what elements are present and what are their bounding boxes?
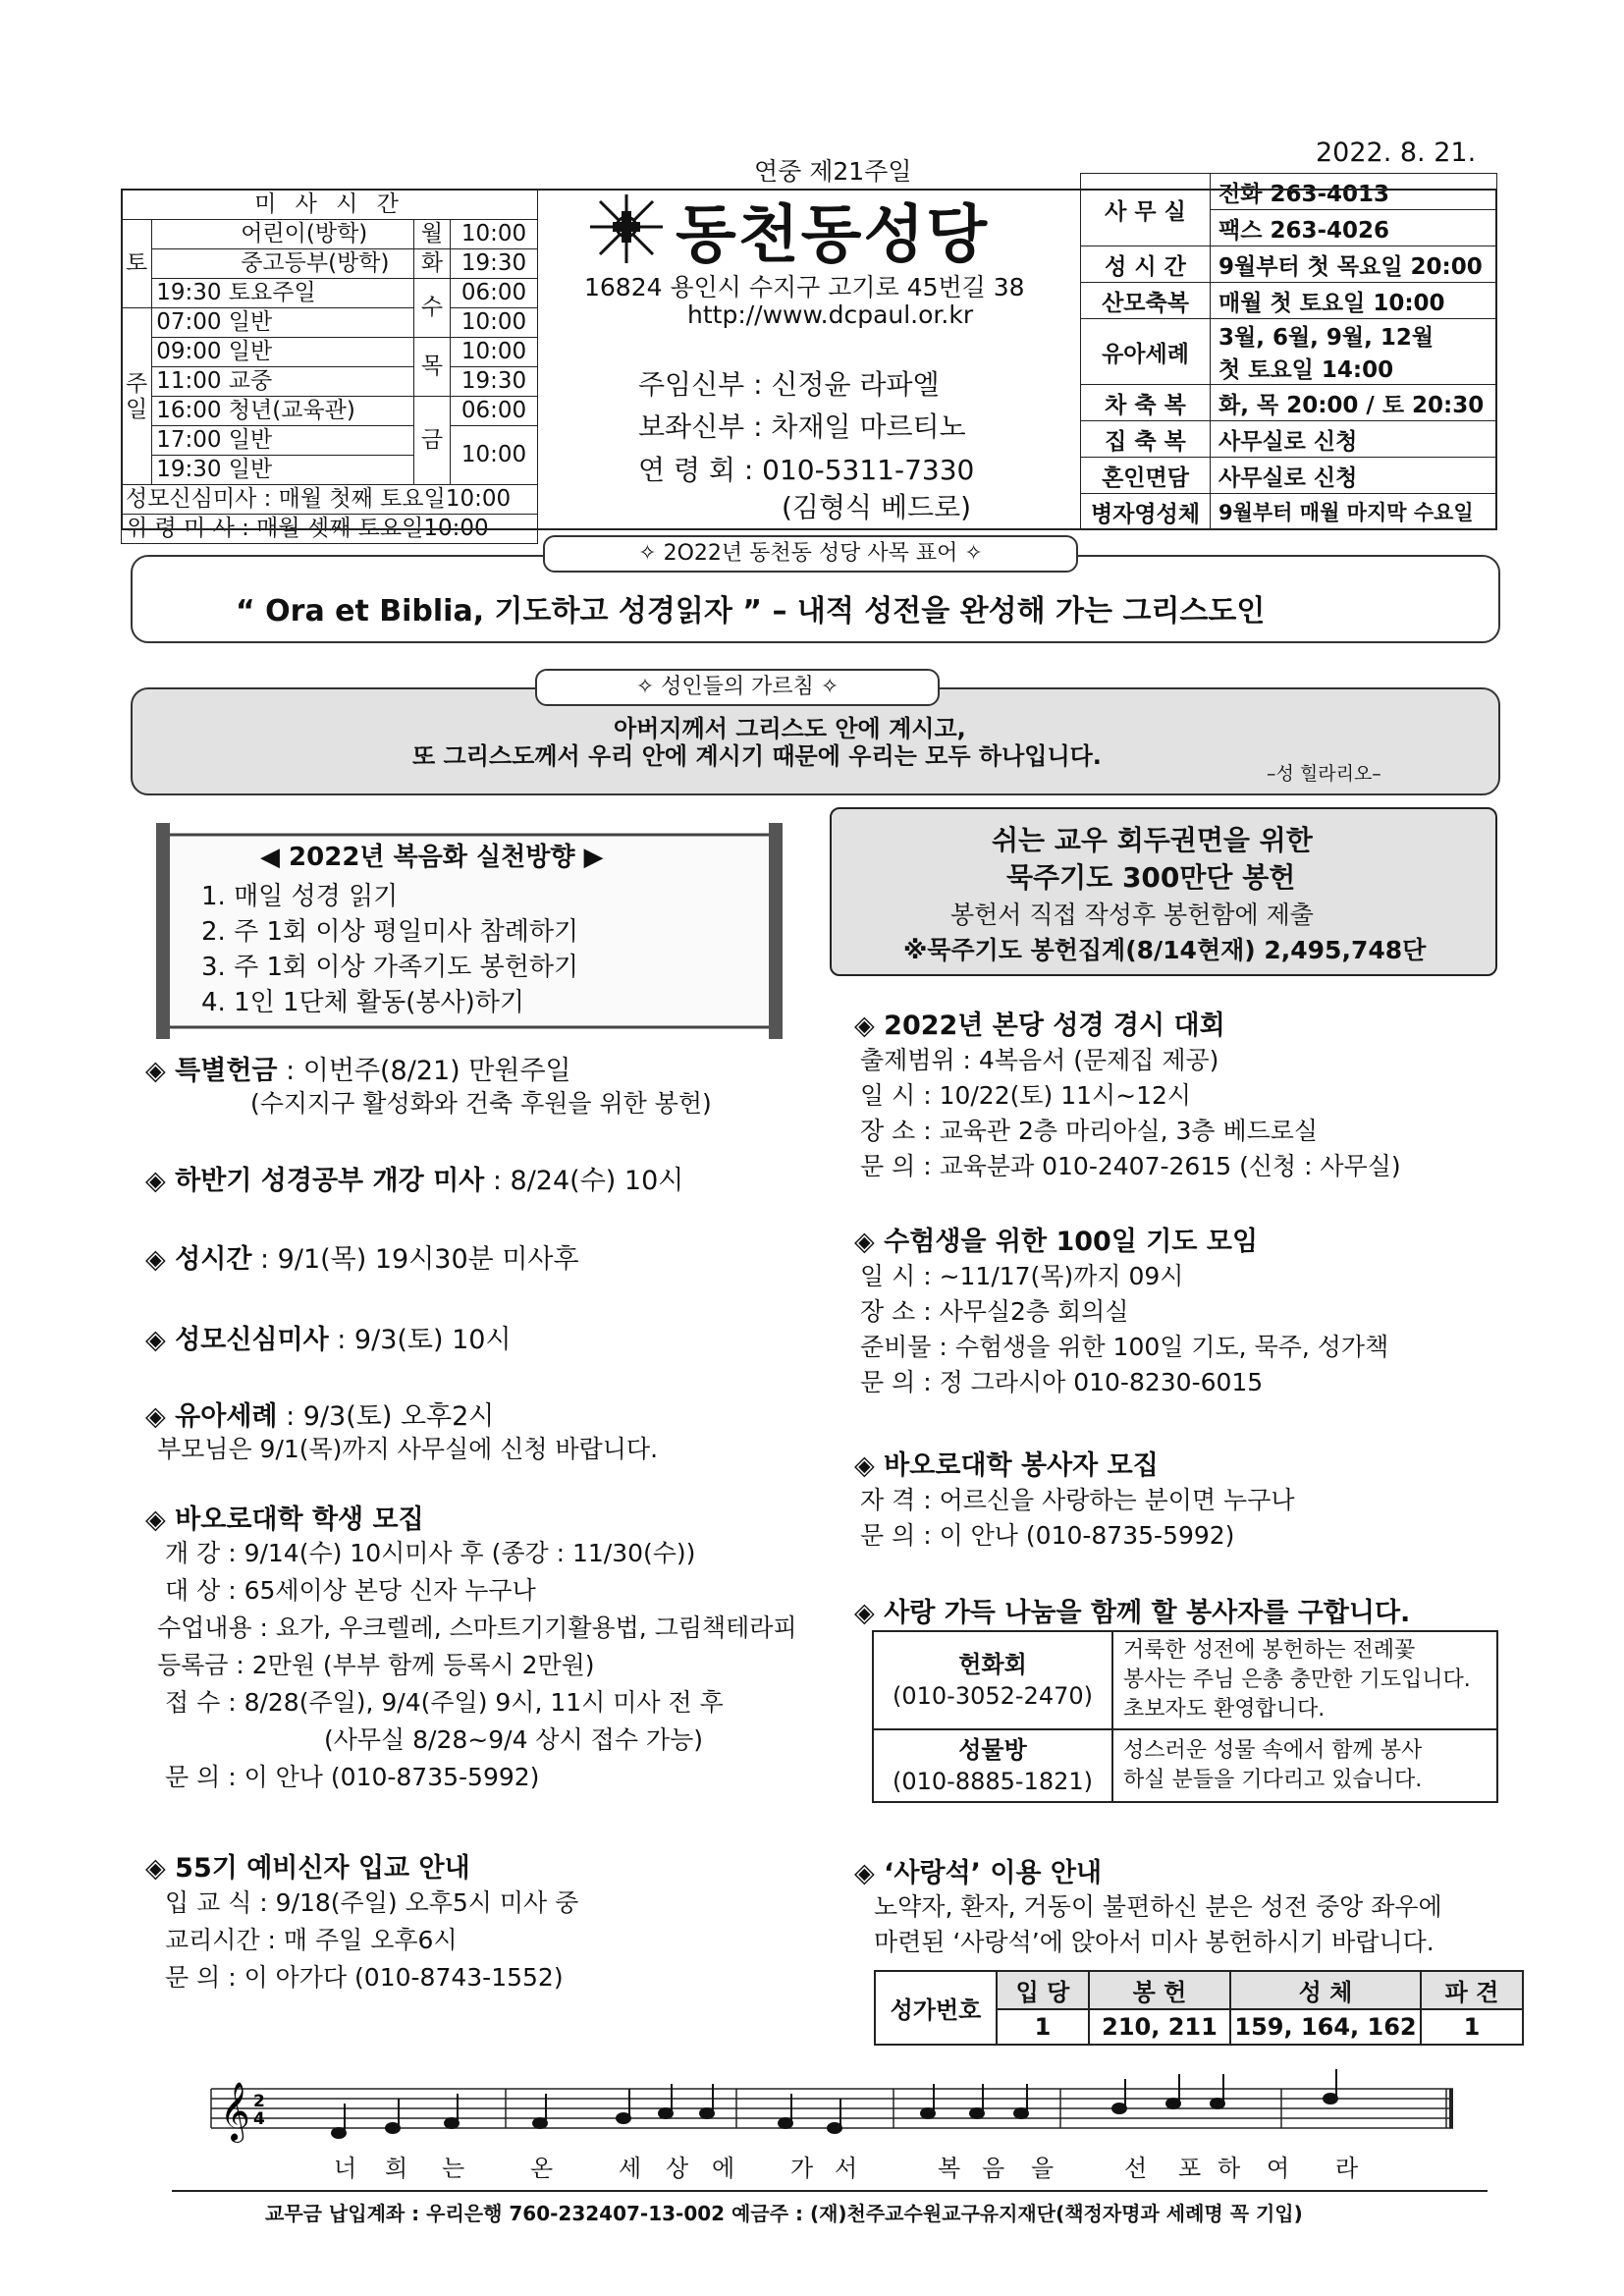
- hymn-header: 입 당: [997, 1971, 1089, 2009]
- paul-univ-line: 개 강 : 9/14(수) 10시미사 후 (종강 : 11/30(수)): [165, 1539, 696, 1567]
- music-note: [1014, 2108, 1028, 2118]
- parish-name: 동천동성당: [676, 199, 990, 272]
- exam-prayer-line: 문 의 : 정 그라시아 010-8230-6015: [860, 1368, 1264, 1396]
- volunteer-desc-line: 하실 분들을 기다리고 있습니다.: [1123, 1768, 1423, 1792]
- bible-contest-line: 장 소 : 교육관 2층 마리아실, 3층 베드로실: [860, 1117, 1319, 1145]
- catechumen-line: 입 교 식 : 9/18(주일) 오후5시 미사 중: [165, 1888, 579, 1917]
- weekday-label: 월: [414, 220, 451, 249]
- parish-address: 16824 용인시 수지구 고기로 45번길 38: [584, 273, 1025, 301]
- hymn-header: 봉 헌: [1089, 1971, 1230, 2009]
- notice-holy-hour: [145, 1237, 579, 1276]
- lyric-syllable: 라: [1335, 2155, 1359, 2182]
- council-phone: 연 령 회 : 010-5311-7330: [638, 454, 975, 486]
- mass-time: 19:30: [451, 367, 538, 397]
- paul-univ-line: (사무실 8/28~9/4 상시 접수 가능): [324, 1725, 703, 1754]
- mass-schedule-title: 미 사 시 간: [122, 191, 538, 220]
- love-seat-title: ◈ ‘사랑석’ 이용 안내: [854, 1858, 1103, 1888]
- music-staff: [206, 2067, 1458, 2151]
- scroll-item: 3. 주 1회 이상 가족기도 봉헌하기: [201, 953, 579, 982]
- liturgy-title: 연중 제21주일: [754, 157, 912, 186]
- volunteer-desc-line: 거룩한 성전에 봉헌하는 전례꽃: [1123, 1638, 1416, 1663]
- catechumen-line: 교리시간 : 매 주일 오후6시: [165, 1926, 458, 1954]
- volunteer-desc-line: 봉사는 주님 은총 충만한 기도입니다.: [1123, 1667, 1471, 1692]
- scroll-item: 1. 매일 성경 읽기: [201, 882, 399, 911]
- office-value: 화, 목 20:00 / 토 20:30: [1211, 385, 1497, 421]
- notice-special-offering: [145, 1049, 571, 1087]
- office-label: 성 시 간: [1081, 246, 1211, 283]
- footer-rule: [172, 2190, 1488, 2192]
- music-note: [1166, 2099, 1180, 2108]
- office-label: 집 축 복: [1081, 421, 1211, 458]
- paul-univ-line: 수업내용 : 요가, 우크렐레, 스마트기기활용법, 그림책테라피: [157, 1613, 797, 1642]
- mass-row: 17:00 일반: [152, 426, 414, 456]
- paul-univ-line: 등록금 : 2만원 (부부 함께 등록시 2만원): [157, 1651, 595, 1679]
- notice-title: ◈ 특별헌금: [145, 1056, 278, 1086]
- catechumen-line: 문 의 : 이 아가다 (010-8743-1552): [165, 1963, 564, 1992]
- lyric-syllable: 여: [1267, 2155, 1290, 2182]
- mass-time: 06:00: [451, 397, 538, 426]
- office-label: 유아세례: [1081, 319, 1211, 385]
- lyric-syllable: 상: [666, 2155, 689, 2182]
- hymn-number: 210, 211: [1089, 2009, 1230, 2045]
- saturday-label: 토: [122, 220, 152, 308]
- bible-contest-line: 문 의 : 교육분과 010-2407-2615 (신청 : 사무실): [860, 1152, 1401, 1180]
- lyric-syllable: 음: [982, 2155, 1005, 2182]
- volunteer-group-name: 성물방: [958, 1736, 1027, 1764]
- office-label: 차 축 복: [1081, 385, 1211, 421]
- mass-row: 19:30 토요주일: [152, 279, 414, 308]
- notice-title: ◈ 하반기 성경공부 개강 미사: [145, 1166, 485, 1196]
- lyric-syllable: 희: [385, 2155, 408, 2182]
- notice-detail: : 9/1(목) 19시30분 미사후: [251, 1244, 579, 1275]
- saints-line-1: 아버지께서 그리스도 안에 계시고,: [614, 715, 966, 742]
- rosary-line-2: 묵주기도 300만단 봉헌: [1006, 861, 1296, 894]
- council-contact: (김형식 베드로): [782, 491, 972, 523]
- music-note: [779, 2118, 792, 2128]
- mass-row: 11:00 교중: [152, 367, 414, 397]
- lyric-syllable: 너: [334, 2155, 357, 2182]
- weekday-label: 수: [414, 279, 451, 338]
- music-note: [445, 2118, 459, 2128]
- paul-univ-title: ◈ 바오로대학 학생 모집: [145, 1504, 424, 1535]
- mass-row: 16:00 청년(교육관): [152, 397, 414, 426]
- notice-detail: : 이번주(8/21) 만원주일: [277, 1056, 571, 1086]
- motto-tab: ✧ 2O22년 동천동 성당 사목 표어 ✧: [543, 535, 1078, 573]
- music-note: [1112, 2104, 1126, 2113]
- saints-tab: ✧ 성인들의 가르침 ✧: [535, 669, 940, 706]
- music-note: [1211, 2099, 1224, 2108]
- notice-title: ◈ 유아세례: [145, 1401, 278, 1432]
- mass-row: 중고등부(방학): [152, 249, 414, 279]
- mass-time: 10:00: [451, 338, 538, 367]
- music-note: [828, 2123, 841, 2133]
- exam-prayer-line: 장 소 : 사무실2층 회의실: [860, 1297, 1129, 1326]
- volunteers-title: ◈ 사랑 가득 나눔을 함께 할 봉사자를 구합니다.: [854, 1598, 1411, 1628]
- hymn-header: 성 체: [1230, 1971, 1421, 2009]
- bible-contest-title: ◈ 2022년 본당 성경 경시 대회: [854, 1011, 1225, 1041]
- office-value: 사무실로 신청: [1211, 421, 1497, 458]
- mass-time: 10:00: [451, 308, 538, 338]
- love-seat-line-1: 노약자, 환자, 거동이 불편하신 분은 성전 중앙 좌우에: [874, 1892, 1442, 1921]
- paul-volunteer-line: 문 의 : 이 안나 (010-8735-5992): [860, 1521, 1235, 1550]
- paul-univ-line: 문 의 : 이 안나 (010-8735-5992): [165, 1763, 540, 1791]
- mass-row: 19:30 일반: [152, 456, 414, 485]
- music-note: [1324, 2094, 1337, 2104]
- notice-title: ◈ 성모신심미사: [145, 1325, 329, 1355]
- office-info-table: [1080, 173, 1497, 530]
- office-value: 9월부터 첫 목요일 20:00: [1211, 246, 1497, 283]
- notice-bible-study: [145, 1159, 683, 1197]
- footer-account: 교무금 납입계좌 : 우리은행 760-232407-13-002 예금주 : (재)천주교수원교구유지재단(책정자명과 세례명 꼭 기입): [265, 2202, 1303, 2225]
- office-phone: 전화 263-4013: [1211, 174, 1497, 210]
- music-note: [970, 2108, 984, 2118]
- hymn-table: [874, 1970, 1524, 2046]
- office-value: 매월 첫 토요일 10:00: [1211, 283, 1497, 319]
- lyric-syllable: 선: [1124, 2155, 1148, 2182]
- office-fax: 팩스 263-4026: [1211, 210, 1497, 246]
- sunday-label: 주일: [122, 308, 152, 485]
- notice-marian-mass: [145, 1318, 512, 1356]
- music-note: [617, 2113, 630, 2123]
- music-note: [533, 2118, 547, 2128]
- music-note: [700, 2108, 714, 2118]
- mass-row: 09:00 일반: [152, 338, 414, 367]
- hymn-label: 성가번호: [875, 1971, 997, 2045]
- hymn-number: 159, 164, 162: [1230, 2009, 1421, 2045]
- rosary-line-1: 쉬는 교우 회두권면을 위한: [992, 824, 1313, 856]
- mass-schedule-table: [121, 190, 538, 544]
- lyric-syllable: 는: [442, 2155, 465, 2182]
- bible-contest-line: 출제범위 : 4복음서 (문제집 제공): [860, 1046, 1219, 1074]
- paul-univ-line: 대 상 : 65세이상 본당 신자 누구나: [165, 1576, 536, 1605]
- weekday-label: 목: [414, 338, 451, 397]
- paul-univ-line: 접 수 : 8/28(주일), 9/4(주일) 9시, 11시 미사 전 후: [165, 1688, 724, 1717]
- mass-row: 어린이(방학): [152, 220, 414, 249]
- parish-website[interactable]: http://www.dcpaul.or.kr: [687, 301, 974, 329]
- volunteer-group-name: 헌화회: [958, 1651, 1027, 1678]
- exam-prayer-line: 일 시 : ~11/17(목)까지 09시: [860, 1262, 1184, 1290]
- lyric-syllable: 복: [938, 2155, 961, 2182]
- saints-author: –성 힐라리오–: [1267, 763, 1381, 785]
- weekday-label: 화: [414, 249, 451, 279]
- rosary-line-3: 봉헌서 직접 작성후 봉헌함에 제출: [950, 901, 1314, 929]
- volunteer-group-phone: (010-8885-1821): [892, 1768, 1093, 1795]
- volunteer-desc-line: 성스러운 성물 속에서 함께 봉사: [1123, 1738, 1423, 1763]
- svg-text:𝄞: 𝄞: [220, 2082, 250, 2141]
- special-mass-1: 성모신심미사 : 매월 첫째 토요일10:00: [122, 485, 538, 515]
- music-note: [386, 2123, 400, 2133]
- hymn-number: 1: [1421, 2009, 1523, 2045]
- love-seat-line-2: 마련된 ‘사랑석’에 앉아서 미사 봉헌하시기 바랍니다.: [874, 1928, 1435, 1956]
- paul-volunteer-title: ◈ 바오로대학 봉사자 모집: [854, 1450, 1159, 1481]
- office-label: 사 무 실: [1081, 174, 1211, 246]
- mass-time: 19:30: [451, 249, 538, 279]
- lyric-syllable: 하: [1218, 2155, 1241, 2182]
- volunteer-desc-line: 초보자도 환영합니다.: [1123, 1697, 1326, 1722]
- svg-text:4: 4: [253, 2109, 265, 2129]
- office-label: 산모축복: [1081, 283, 1211, 319]
- bulletin-date: 2022. 8. 21.: [1316, 137, 1477, 168]
- notice-infant-baptism: [145, 1394, 494, 1433]
- special-mass-2: 위 령 미 사 : 매월 셋째 토요일10:00: [122, 515, 538, 544]
- office-value: 3월, 6월, 9월, 12월: [1211, 319, 1497, 353]
- music-note: [921, 2108, 935, 2118]
- catechumen-title: ◈ 55기 예비신자 입교 안내: [145, 1853, 470, 1884]
- svg-text:2: 2: [253, 2092, 265, 2111]
- lyric-syllable: 세: [619, 2155, 642, 2182]
- lyric-syllable: 에: [712, 2155, 735, 2182]
- notice-detail: : 9/3(토) 오후2시: [277, 1401, 495, 1432]
- volunteers-table: [872, 1630, 1498, 1803]
- motto-text: “ Ora et Biblia, 기도하고 성경읽자 ” – 내적 성전을 완성해 가는 그리스도인: [236, 594, 1266, 629]
- mass-time: 10:00: [451, 426, 538, 485]
- office-value: 첫 토요일 14:00: [1211, 352, 1497, 385]
- exam-prayer-line: 준비물 : 수험생을 위한 100일 기도, 묵주, 성가책: [860, 1333, 1389, 1361]
- paul-volunteer-line: 자 격 : 어르신을 사랑하는 분이면 누구나: [860, 1486, 1295, 1514]
- scroll-item: 2. 주 1회 이상 평일미사 참례하기: [201, 917, 579, 947]
- lyric-syllable: 을: [1031, 2155, 1055, 2182]
- mass-row: 07:00 일반: [152, 308, 414, 338]
- office-label: 혼인면담: [1081, 458, 1211, 494]
- rosary-line-4: ※묵주기도 봉헌집계(8/14현재) 2,495,748단: [903, 936, 1427, 964]
- weekday-label: 금: [414, 397, 451, 485]
- lyric-syllable: 온: [530, 2155, 554, 2182]
- mass-time: 10:00: [451, 220, 538, 249]
- music-note: [659, 2108, 673, 2118]
- lyric-syllable: 포: [1178, 2155, 1202, 2182]
- bible-contest-line: 일 시 : 10/22(토) 11시~12시: [860, 1081, 1192, 1110]
- scroll-item: 4. 1인 1단체 활동(봉사)하기: [201, 988, 525, 1017]
- lyric-syllable: 서: [835, 2155, 858, 2182]
- office-label: 병자영성체: [1081, 494, 1211, 530]
- parish-logo-icon: [582, 190, 671, 268]
- notice-detail: : 9/3(토) 10시: [328, 1325, 512, 1355]
- music-lyrics: [206, 2149, 1458, 2182]
- volunteer-group-phone: (010-3052-2470): [892, 1682, 1093, 1710]
- hymn-header: 파 견: [1421, 1971, 1523, 2009]
- assistant-name: 보좌신부 : 차재일 마르티노: [638, 410, 966, 443]
- hymn-number: 1: [997, 2009, 1089, 2045]
- office-value: 9월부터 매월 마지막 수요일: [1211, 494, 1497, 530]
- office-value: 사무실로 신청: [1211, 458, 1497, 494]
- music-note: [332, 2128, 346, 2138]
- mass-time: 06:00: [451, 279, 538, 308]
- scroll-title: ◀ 2022년 복음화 실천방향 ▶: [260, 843, 604, 872]
- lyric-syllable: 가: [790, 2155, 814, 2182]
- notice-title: ◈ 성시간: [145, 1244, 252, 1275]
- notice-detail-line: (수지지구 활성화와 건축 후원을 위한 봉헌): [250, 1089, 712, 1118]
- saints-line-2: 또 그리스도께서 우리 안에 계시기 때문에 우리는 모두 하나입니다.: [412, 742, 1102, 770]
- notice-detail: : 8/24(수) 10시: [484, 1166, 684, 1196]
- notice-detail-line: 부모님은 9/1(목)까지 사무실에 신청 바랍니다.: [157, 1435, 659, 1463]
- exam-prayer-title: ◈ 수험생을 위한 100일 기도 모임: [854, 1227, 1259, 1257]
- pastor-name: 주임신부 : 신정윤 라파엘: [638, 368, 940, 401]
